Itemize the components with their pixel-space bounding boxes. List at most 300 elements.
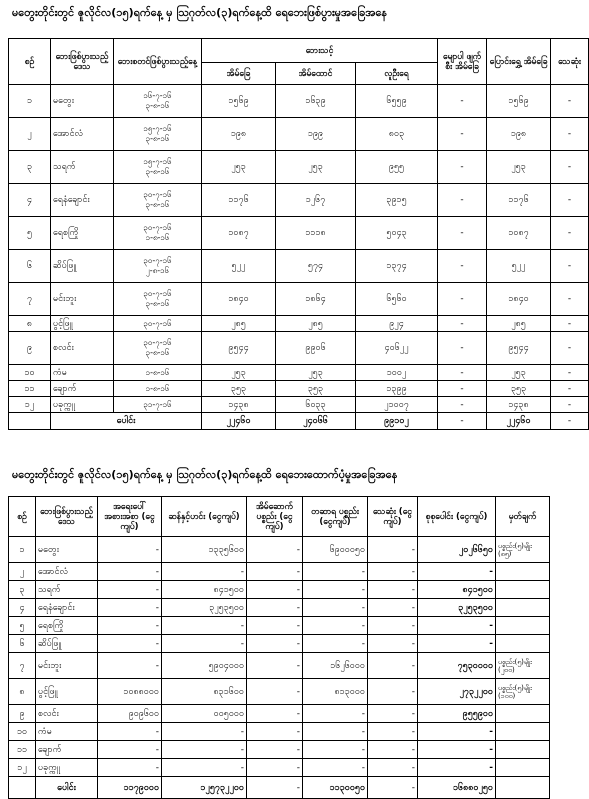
people-value: ၁၃၉၉ [356, 381, 438, 397]
date-value: ၃၀-၇-၁၆ [143, 190, 172, 199]
incident-date [114, 397, 202, 413]
emergency-food-value: ၉၀၉၆၀၀ [98, 705, 162, 723]
people-value: ၈၀၃ [356, 118, 438, 151]
table-row [9, 184, 589, 217]
families-value: ၂၅၃ [276, 151, 356, 184]
emergency-food-value: - [98, 723, 162, 741]
incident-date [114, 381, 202, 397]
utensils-value: - [303, 723, 368, 741]
families-value: ၁၂၆၇ [276, 184, 356, 217]
row-number: ၁ [9, 537, 36, 563]
date-value: ၁၅-၇-၁၆ [143, 157, 172, 166]
dead-value: - [551, 250, 589, 283]
col-header-dead: သေဆုံး [551, 39, 589, 85]
row-number: ၃ [9, 151, 51, 184]
date-value: ၂-၈-၁၆ [145, 266, 170, 275]
row-number: ၂ [9, 118, 51, 151]
dead-value: - [551, 316, 589, 332]
row-number: ၇ [9, 653, 36, 679]
total-households: ၂၂၄၆၀ [202, 413, 276, 430]
incident-date [114, 85, 202, 118]
table-row [9, 332, 589, 365]
funeral-value: - [368, 617, 418, 635]
row-number: ၆ [9, 250, 51, 283]
dead-value: - [551, 365, 589, 381]
dead-value: - [551, 118, 589, 151]
total-row [9, 777, 550, 799]
families-value: ၆၀၃၃ [276, 397, 356, 413]
col-header-housing: အိမ်ဆောက် ပစ္စည်း (ငွေကျပ်) [247, 497, 303, 537]
table-row [9, 599, 550, 617]
housing-value: - [247, 705, 303, 723]
total-emergency-food: ၁၁၇၉၀၀၀ [98, 777, 162, 799]
col-header-utensils: တဆာရ ပစ္စည်း (ငွေကျပ်) [303, 497, 368, 537]
township-name: ရေစကြို [36, 617, 98, 635]
township-name: ရေနံချောင်း [51, 184, 114, 217]
utensils-value: - [303, 599, 368, 617]
total-value: ၂၇၃၂၂၀၀ [418, 679, 496, 705]
total-rice-curry: ၁၂၅၇၃၂၂၀၀ [162, 777, 247, 799]
col-header-rice-curry: ဆန်နှင့်ဟင်း (ငွေကျပ်) [162, 497, 247, 537]
people-value: ၉၅၅ [356, 151, 438, 184]
col-header-total: စုစုပေါင်း (ငွေကျပ်) [418, 497, 496, 537]
remarks-value: ပစ္စည်း(၅)မျိုး (၂၀၀) [496, 653, 550, 679]
housing-value: - [247, 679, 303, 705]
families-value: ၂၅၃ [276, 365, 356, 381]
empty-cell [9, 413, 51, 430]
families-value: ၁၈၆၄ [276, 283, 356, 316]
date-value: ၁-၈-၁၆ [145, 233, 170, 242]
total-families: ၂၄၀၆၆ [276, 413, 356, 430]
township-name: အောင်လံ [51, 118, 114, 151]
flood-incidents-body [9, 85, 589, 430]
date-value: ၃၀-၇-၁၆ [143, 223, 172, 232]
housing-value: - [247, 563, 303, 581]
destroyed-value: - [438, 316, 487, 332]
households-value: ၁၈၄၀ [202, 283, 276, 316]
table-row [9, 118, 589, 151]
row-number: ၁၀ [9, 365, 51, 381]
emergency-food-value: - [98, 581, 162, 599]
table-row [9, 217, 589, 250]
destroyed-value: - [438, 365, 487, 381]
col-header-affected: ဘေးသင့် [202, 39, 438, 63]
dead-value: - [551, 397, 589, 413]
housing-value: - [247, 581, 303, 599]
families-value: ၃၅၃ [276, 381, 356, 397]
utensils-value: ၆၉၀၀၀၅၀ [303, 537, 368, 563]
relocated-value: ၁၅၆၉ [487, 85, 551, 118]
destroyed-value: - [438, 397, 487, 413]
total-label: ပေါင်း [51, 413, 202, 430]
table-row [9, 723, 550, 741]
funeral-value: - [368, 653, 418, 679]
township-name: ပခုက္ကူ [51, 397, 114, 413]
date-value: ၃၀-၇-၁၆ [143, 289, 172, 298]
relocated-value: ၁၉၈ [487, 118, 551, 151]
emergency-food-value: ၁၀၈၈၀၀၀ [98, 679, 162, 705]
row-number: ၈ [9, 679, 36, 705]
col-header-destroyed: မျောပါ ဖျက်စီး အိမ်ခြေ [438, 39, 487, 85]
col-header-no: စဥ် [9, 39, 51, 85]
families-value: ၂၈၅ [276, 316, 356, 332]
relocated-value: ၂၈၅ [487, 316, 551, 332]
row-number: ၃ [9, 581, 36, 599]
utensils-value: - [303, 617, 368, 635]
table-row [9, 537, 550, 563]
date-value: ၃-၈-၁၆ [145, 200, 170, 209]
households-value: ၂၅၃ [202, 365, 276, 381]
emergency-food-value: - [98, 599, 162, 617]
total-value: ၈၄၁၅၀၀ [418, 581, 496, 599]
table-row [9, 759, 550, 777]
table-row [9, 581, 550, 599]
people-value: ၃၉၁၅ [356, 184, 438, 217]
housing-value: - [247, 741, 303, 759]
total-people: ၉၉၁၀၂ [356, 413, 438, 430]
families-value: ၉၉၀၆ [276, 332, 356, 365]
table-row [9, 617, 550, 635]
table-row [9, 250, 589, 283]
people-value: ၉၂၄ [356, 316, 438, 332]
dead-value: - [551, 332, 589, 365]
township-name: ဆိပ်ဖြူ [51, 250, 114, 283]
remarks-value [496, 599, 550, 617]
date-value: ၃-၈-၁၆ [145, 101, 170, 110]
funeral-value: - [368, 563, 418, 581]
funeral-value: - [368, 537, 418, 563]
table-row [9, 635, 550, 653]
township-name: စလင်း [51, 332, 114, 365]
remarks-value [496, 635, 550, 653]
utensils-value: - [303, 581, 368, 599]
row-number: ၆ [9, 635, 36, 653]
table-row [9, 283, 589, 316]
people-value: ၁၀၀၂ [356, 365, 438, 381]
households-value: ၉၅၄၄ [202, 332, 276, 365]
incident-date [114, 118, 202, 151]
col-header-township: ဘေးဖြစ်ပွားသည့်ဒေသ [51, 39, 114, 85]
funeral-value: - [368, 741, 418, 759]
col-header-township: ဘေးဖြစ်ပွားသည့်ဒေသ [36, 497, 98, 537]
total-destroyed: - [438, 413, 487, 430]
families-value: ၁၆၃၉ [276, 85, 356, 118]
date-value: ၃၀-၇-၁၆ [143, 338, 172, 347]
table-row [9, 365, 589, 381]
township-name: ရေစကြို [51, 217, 114, 250]
emergency-food-value: - [98, 563, 162, 581]
row-number: ၁၀ [9, 723, 36, 741]
funeral-value: - [368, 759, 418, 777]
row-number: ၄ [9, 599, 36, 617]
dead-value: - [551, 217, 589, 250]
dead-value: - [551, 283, 589, 316]
rice-curry-value: ၈၃၁၆၀၀ [162, 679, 247, 705]
relocated-value: ၅၂၂ [487, 250, 551, 283]
township-name: စလင်း [36, 705, 98, 723]
emergency-food-value: - [98, 759, 162, 777]
relocated-value: ၂၅၃ [487, 151, 551, 184]
relocated-value: ၁၀၈၇ [487, 217, 551, 250]
township-name: သရက် [51, 151, 114, 184]
row-number: ၁၂ [9, 397, 51, 413]
households-value: ၁၉၈ [202, 118, 276, 151]
total-label: ပေါင်း [36, 777, 98, 799]
utensils-value: - [303, 563, 368, 581]
destroyed-value: - [438, 151, 487, 184]
incident-date [114, 151, 202, 184]
housing-value: - [247, 599, 303, 617]
table-row [9, 316, 589, 332]
families-value: ၁၉၉ [276, 118, 356, 151]
destroyed-value: - [438, 217, 487, 250]
housing-value: - [247, 537, 303, 563]
row-number: ၄ [9, 184, 51, 217]
total-value: - [418, 617, 496, 635]
relocated-value: ၉၅၄၄ [487, 332, 551, 365]
row-number: ၁၁ [9, 381, 51, 397]
households-value: ၁၁၇၆ [202, 184, 276, 217]
table-row [9, 397, 589, 413]
row-number: ၈ [9, 316, 51, 332]
incident-date [114, 316, 202, 332]
utensils-value: ၁၆၂၆၀၀၀ [303, 653, 368, 679]
incident-date [114, 332, 202, 365]
total-value: ၂၀၂၆၆၅၀ [418, 537, 496, 563]
remarks-value [496, 563, 550, 581]
date-value: ၁-၈-၁၆ [145, 383, 170, 393]
destroyed-value: - [438, 118, 487, 151]
township-name: ကံမ [36, 723, 98, 741]
households-value: ၃၅၃ [202, 381, 276, 397]
funeral-value: - [368, 581, 418, 599]
table-row [9, 85, 589, 118]
total-value: - [418, 741, 496, 759]
emergency-food-value: - [98, 741, 162, 759]
funeral-value: - [368, 723, 418, 741]
emergency-food-value: - [98, 635, 162, 653]
total-value: ၉၅၅၉၀၀ [418, 705, 496, 723]
funeral-value: - [368, 679, 418, 705]
funeral-value: - [368, 705, 418, 723]
families-value: ၁၁၁၈ [276, 217, 356, 250]
rice-curry-value: - [162, 617, 247, 635]
rice-curry-value: ၀၀၅၀၀၀ [162, 705, 247, 723]
flood-relief-title: မတွေးတိုင်းတွင် ဇူလိုင်လ(၁၅)ရက်နေ့ မှ ဩဂုတ်လ(၃)ရက်နေ့ထိ ရေဘေးထောက်ပံ့မှုအခြေအနေ [12, 468, 398, 481]
utensils-value: - [303, 705, 368, 723]
total-relocated: ၂၂၄၆၀ [487, 413, 551, 430]
date-value: ၃၀-၇-၁၆ [143, 256, 172, 265]
total-funeral: - [368, 777, 418, 799]
rice-curry-value: - [162, 635, 247, 653]
total-value: - [418, 759, 496, 777]
township-name: သရက် [36, 581, 98, 599]
table-row [9, 653, 550, 679]
col-header-relocated: ပြောင်းရွှေ့ အိမ်ခြေ [487, 39, 551, 85]
households-value: ၁၀၈၇ [202, 217, 276, 250]
total-value: ၃၂၅၃၅၀၀ [418, 599, 496, 617]
total-value: - [418, 635, 496, 653]
destroyed-value: - [438, 332, 487, 365]
people-value: ၆၅၅၉ [356, 85, 438, 118]
table-row [9, 705, 550, 723]
relocated-value: ၃၅၃ [487, 381, 551, 397]
dead-value: - [551, 184, 589, 217]
remarks-value: ပစ္စည်း(၅)မျိုး (၁၀၀) [496, 679, 550, 705]
row-number: ၁၂ [9, 759, 36, 777]
date-value: ၁၅-၇-၁၆ [143, 124, 172, 133]
table-row [9, 679, 550, 705]
destroyed-value: - [438, 85, 487, 118]
people-value: ၂၁၀၀၇ [356, 397, 438, 413]
people-value: ၄၀၆၂၂ [356, 332, 438, 365]
remarks-value [496, 617, 550, 635]
flood-incidents-title: မတွေးတိုင်းတွင် ဇူလိုင်လ(၁၅)ရက်နေ့ မှ ဩဂုတ်လ(၃)ရက်နေ့ထိ ရေဘေးဖြစ်ပွားမှုအခြေအနေ [12, 6, 388, 19]
dead-value: - [551, 151, 589, 184]
housing-value: - [247, 617, 303, 635]
row-number: ၅ [9, 217, 51, 250]
date-value: ၃-၈-၁၆ [145, 134, 170, 143]
total-row [9, 413, 589, 430]
incident-date [114, 250, 202, 283]
incident-date [114, 217, 202, 250]
rice-curry-value: ၈၄၁၅၀၀ [162, 581, 247, 599]
date-value: ၃၁-၇-၁၆ [143, 399, 172, 409]
households-value: ၁၄၃၈ [202, 397, 276, 413]
destroyed-value: - [438, 283, 487, 316]
grand-total: ၁၆၈၈၀၂၅၀ [418, 777, 496, 799]
row-number: ၁၁ [9, 741, 36, 759]
township-name: ပွင့်ဖြူ [36, 679, 98, 705]
date-value: ၁-၈-၁၆ [145, 367, 170, 377]
township-name: မင်းဘူး [51, 283, 114, 316]
township-name: ဆိပ်ဖြူ [36, 635, 98, 653]
remarks-value: ပစ္စည်း(၅)မျိုး (၈၅) [496, 537, 550, 563]
col-header-date: ဘေးစတင်ဖြစ်ပွားသည့်နေ့ [114, 39, 202, 85]
people-value: ၆၅၆၀ [356, 283, 438, 316]
township-name: ပွင့်ဖြူ [51, 316, 114, 332]
incident-date [114, 365, 202, 381]
households-value: ၂၈၅ [202, 316, 276, 332]
people-value: ၅၀၄၃ [356, 217, 438, 250]
township-name: မင်းဘူး [36, 653, 98, 679]
row-number: ၁ [9, 85, 51, 118]
rice-curry-value: - [162, 741, 247, 759]
incident-date [114, 184, 202, 217]
township-name: ကံမ [51, 365, 114, 381]
row-number: ၇ [9, 283, 51, 316]
destroyed-value: - [438, 250, 487, 283]
rice-curry-value: - [162, 723, 247, 741]
housing-value: - [247, 635, 303, 653]
date-value: ၃-၈-၁၆ [145, 167, 170, 176]
township-name: ရေနံချောင်း [36, 599, 98, 617]
households-value: ၁၅၆၉ [202, 85, 276, 118]
table-row [9, 381, 589, 397]
emergency-food-value: - [98, 653, 162, 679]
people-value: ၁၃၇၄ [356, 250, 438, 283]
total-housing: - [247, 777, 303, 799]
rice-curry-value: - [162, 759, 247, 777]
col-header-no: စဥ် [9, 497, 36, 537]
row-number: ၉ [9, 705, 36, 723]
rice-curry-value: ၅၉၀၄၀၀၀ [162, 653, 247, 679]
relocated-value: ၂၅၃ [487, 365, 551, 381]
row-number: ၂ [9, 563, 36, 581]
utensils-value: - [303, 741, 368, 759]
township-name: ချောက် [36, 741, 98, 759]
housing-value: - [247, 723, 303, 741]
remarks-value [496, 759, 550, 777]
col-header-funeral: သေဆုံး (ငွေကျပ်) [368, 497, 418, 537]
remarks-value [496, 723, 550, 741]
destroyed-value: - [438, 381, 487, 397]
incident-date [114, 283, 202, 316]
table-row [9, 151, 589, 184]
col-header-people: လူဦးရေ [356, 63, 438, 85]
township-name: မတွေး [51, 85, 114, 118]
col-header-emergency-food: အရေးပေါ် အစားအစာ (ငွေကျပ်) [98, 497, 162, 537]
emergency-food-value: - [98, 617, 162, 635]
rice-curry-value: ၃၂၅၃၅၀၀ [162, 599, 247, 617]
remarks-value [496, 741, 550, 759]
table-row [9, 563, 550, 581]
township-name: အောင်လံ [36, 563, 98, 581]
date-value: ၃၀-၇-၁၆ [143, 318, 172, 328]
dead-value: - [551, 381, 589, 397]
township-name: မတွေး [36, 537, 98, 563]
housing-value: - [247, 759, 303, 777]
total-value: - [418, 563, 496, 581]
funeral-value: - [368, 599, 418, 617]
remarks-value [496, 705, 550, 723]
empty-cell [9, 777, 36, 799]
rice-curry-value: - [162, 563, 247, 581]
utensils-value: ၈၁၃၀၀၀ [303, 679, 368, 705]
rice-curry-value: ၁၃၃၅၆၀၀ [162, 537, 247, 563]
row-number: ၅ [9, 617, 36, 635]
utensils-value: - [303, 635, 368, 653]
housing-value: - [247, 653, 303, 679]
total-utensils: ၁၁၃၀၀၅၀ [303, 777, 368, 799]
flood-relief-body [9, 537, 550, 799]
flood-incidents-table [8, 38, 589, 430]
col-header-households: အိမ်ခြေ [202, 63, 276, 85]
households-value: ၅၂၂ [202, 250, 276, 283]
relocated-value: ၁၁၇၆ [487, 184, 551, 217]
total-remarks [496, 777, 550, 799]
remarks-value [496, 581, 550, 599]
destroyed-value: - [438, 184, 487, 217]
households-value: ၂၅၃ [202, 151, 276, 184]
relocated-value: ၁၈၄၀ [487, 283, 551, 316]
total-value: - [418, 723, 496, 741]
total-dead: - [551, 413, 589, 430]
flood-relief-table [8, 496, 550, 799]
emergency-food-value: - [98, 537, 162, 563]
dead-value: - [551, 85, 589, 118]
funeral-value: - [368, 635, 418, 653]
utensils-value: - [303, 759, 368, 777]
total-value: ၇၅၃၀၀၀၀ [418, 653, 496, 679]
relocated-value: ၁၄၃၈ [487, 397, 551, 413]
township-name: ချောက် [51, 381, 114, 397]
col-header-remarks: မှတ်ချက် [496, 497, 550, 537]
date-value: ၁၆-၇-၁၆ [143, 91, 172, 100]
families-value: ၅၇၄ [276, 250, 356, 283]
township-name: ပခုက္ကူ [36, 759, 98, 777]
date-value: ၃-၈-၁၆ [145, 299, 170, 308]
